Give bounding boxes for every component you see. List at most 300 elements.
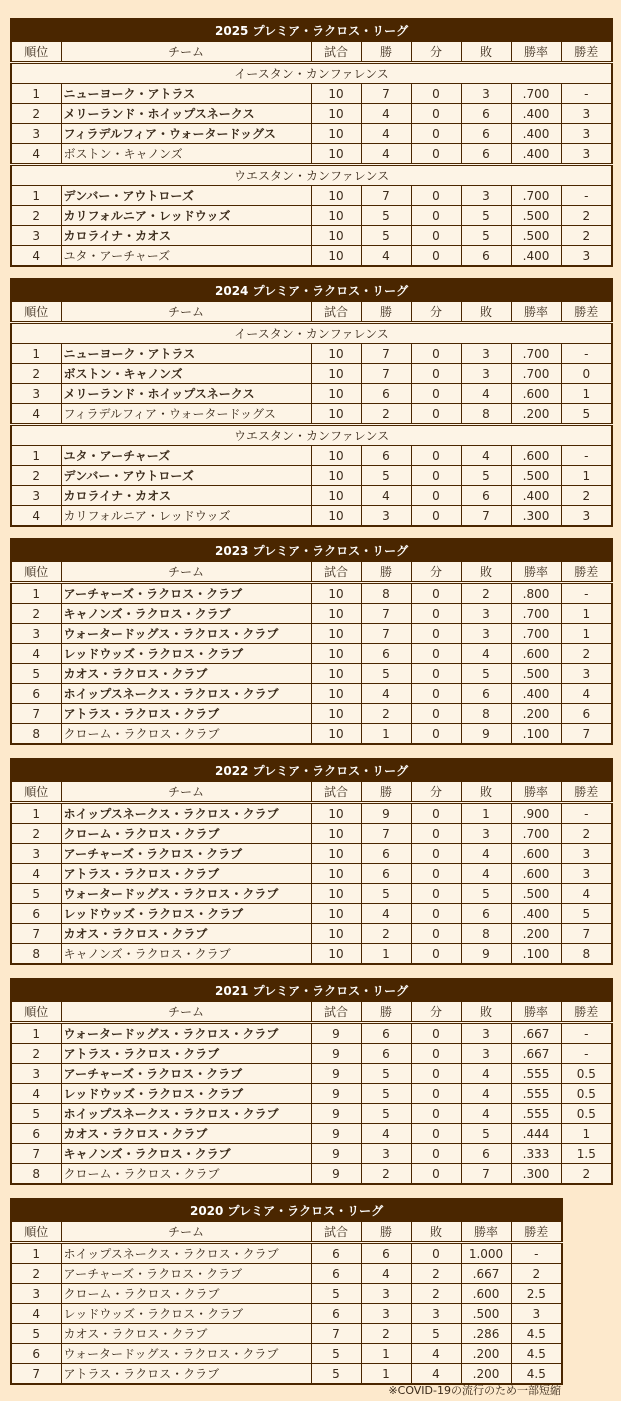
conference-header-row [11, 323, 612, 344]
cell-rank: 3 [11, 226, 61, 246]
cell-team: カリフォルニア・レッドウッズ [61, 506, 311, 527]
cell-gp: 10 [311, 604, 361, 624]
conference-name: ウエスタン・カンファレンス [11, 165, 612, 186]
cell-rank: 3 [11, 844, 61, 864]
cell-pct: .667 [461, 1264, 511, 1284]
cell-gb: 2 [561, 206, 612, 226]
cell-t: 0 [411, 344, 461, 364]
cell-gp: 6 [311, 1243, 361, 1264]
cell-rank: 2 [11, 104, 61, 124]
table-row [11, 364, 612, 384]
cell-gp: 10 [311, 364, 361, 384]
cell-gp: 6 [311, 1304, 361, 1324]
cell-team: ユタ・アーチャーズ [61, 246, 311, 267]
cell-t: 0 [411, 124, 461, 144]
cell-team: カオス・ラクロス・クラブ [61, 664, 311, 684]
cell-gp: 9 [311, 1144, 361, 1164]
column-header-w: 勝 [361, 302, 411, 323]
table-row [11, 1284, 562, 1304]
column-header-pct: 勝率 [511, 302, 561, 323]
cell-rank: 8 [11, 724, 61, 745]
cell-w: 6 [361, 1243, 411, 1264]
conference-name: イースタン・カンファレンス [11, 323, 612, 344]
cell-t: 0 [411, 1144, 461, 1164]
cell-gb: 2 [561, 226, 612, 246]
cell-gb: 2.5 [511, 1284, 562, 1304]
cell-w: 9 [361, 803, 411, 824]
cell-pct: .700 [511, 824, 561, 844]
cell-rank: 1 [11, 1023, 61, 1044]
cell-rank: 2 [11, 604, 61, 624]
cell-gp: 9 [311, 1124, 361, 1144]
cell-rank: 3 [11, 124, 61, 144]
cell-t: 0 [411, 364, 461, 384]
cell-gb: 3 [561, 246, 612, 267]
cell-gp: 10 [311, 724, 361, 745]
season-title: 2024 プレミア・ラクロス・リーグ [11, 279, 612, 302]
column-header-row [11, 782, 612, 803]
column-header-team: チーム [61, 1222, 311, 1243]
cell-gb: 7 [561, 924, 612, 944]
cell-gp: 10 [311, 944, 361, 965]
cell-t: 0 [411, 1084, 461, 1104]
cell-t: 0 [411, 1064, 461, 1084]
cell-l: 6 [461, 104, 511, 124]
cell-rank: 2 [11, 364, 61, 384]
cell-pct: .700 [511, 364, 561, 384]
cell-t: 0 [411, 404, 461, 425]
cell-gp: 9 [311, 1023, 361, 1044]
table-row [11, 1023, 612, 1044]
column-header-team: チーム [61, 782, 311, 803]
cell-gb: - [561, 1044, 612, 1064]
table-row [11, 1144, 612, 1164]
cell-team: ウォータードッグス・ラクロス・クラブ [61, 1023, 311, 1044]
cell-w: 6 [361, 446, 411, 466]
cell-gb: - [561, 344, 612, 364]
cell-pct: .444 [511, 1124, 561, 1144]
cell-rank: 3 [11, 1064, 61, 1084]
standings-table-2022 [10, 758, 613, 965]
cell-w: 6 [361, 644, 411, 664]
table-row [11, 506, 612, 527]
table-row [11, 904, 612, 924]
cell-team: カロライナ・カオス [61, 486, 311, 506]
column-header-gb: 勝差 [561, 1002, 612, 1023]
cell-t: 0 [411, 466, 461, 486]
column-header-gb: 勝差 [561, 782, 612, 803]
cell-gp: 10 [311, 104, 361, 124]
table-row [11, 384, 612, 404]
cell-pct: .600 [511, 446, 561, 466]
cell-gp: 10 [311, 466, 361, 486]
cell-rank: 1 [11, 84, 61, 104]
column-header-row [11, 1002, 612, 1023]
cell-pct: .667 [511, 1023, 561, 1044]
column-header-t: 分 [411, 42, 461, 63]
column-header-team: チーム [61, 302, 311, 323]
column-header-gb: 勝差 [511, 1222, 562, 1243]
cell-gb: 2 [561, 824, 612, 844]
cell-gp: 10 [311, 844, 361, 864]
conference-header-row [11, 63, 612, 84]
cell-l: 3 [461, 604, 511, 624]
cell-w: 4 [361, 904, 411, 924]
table-row [11, 824, 612, 844]
cell-l: 5 [411, 1324, 461, 1344]
column-header-pct: 勝率 [511, 782, 561, 803]
cell-gb: 3 [561, 144, 612, 165]
cell-gb: 4 [561, 684, 612, 704]
table-row [11, 944, 612, 965]
cell-t: 0 [411, 864, 461, 884]
cell-l: 4 [461, 864, 511, 884]
cell-team: ユタ・アーチャーズ [61, 446, 311, 466]
cell-gb: 3 [561, 864, 612, 884]
cell-gp: 5 [311, 1284, 361, 1304]
cell-gb: 1 [561, 604, 612, 624]
cell-rank: 2 [11, 1044, 61, 1064]
column-header-team: チーム [61, 42, 311, 63]
table-row [11, 664, 612, 684]
cell-pct: .555 [511, 1104, 561, 1124]
cell-rank: 6 [11, 904, 61, 924]
cell-team: アトラス・ラクロス・クラブ [61, 1364, 311, 1385]
cell-team: ホイップスネークス・ラクロス・クラブ [61, 684, 311, 704]
cell-gp: 10 [311, 144, 361, 165]
cell-team: レッドウッズ・ラクロス・クラブ [61, 1084, 311, 1104]
cell-rank: 4 [11, 1304, 61, 1324]
table-row [11, 486, 612, 506]
cell-l: 1 [461, 803, 511, 824]
cell-pct: .500 [511, 206, 561, 226]
cell-pct: .300 [511, 506, 561, 527]
cell-team: キャノンズ・ラクロス・クラブ [61, 944, 311, 965]
cell-pct: .400 [511, 486, 561, 506]
cell-gb: 0 [561, 364, 612, 384]
cell-l: 5 [461, 664, 511, 684]
cell-gp: 10 [311, 924, 361, 944]
cell-gp: 10 [311, 704, 361, 724]
cell-gp: 9 [311, 1104, 361, 1124]
season-title-row [11, 539, 612, 562]
cell-rank: 1 [11, 583, 61, 604]
cell-t: 0 [411, 944, 461, 965]
column-header-w: 勝 [361, 562, 411, 583]
cell-team: レッドウッズ・ラクロス・クラブ [61, 644, 311, 664]
cell-l: 4 [411, 1364, 461, 1385]
table-row [11, 884, 612, 904]
cell-gb: 0.5 [561, 1064, 612, 1084]
cell-gb: 3 [561, 124, 612, 144]
cell-rank: 2 [11, 466, 61, 486]
column-header-w: 勝 [361, 782, 411, 803]
cell-rank: 4 [11, 404, 61, 425]
cell-gp: 10 [311, 226, 361, 246]
cell-l: 3 [461, 84, 511, 104]
cell-t: 0 [411, 1124, 461, 1144]
cell-gb: 4 [561, 884, 612, 904]
cell-rank: 1 [11, 344, 61, 364]
cell-team: ボストン・キャノンズ [61, 144, 311, 165]
table-row [11, 624, 612, 644]
table-row [11, 1124, 612, 1144]
cell-team: ウォータードッグス・ラクロス・クラブ [61, 884, 311, 904]
cell-l: 4 [461, 644, 511, 664]
cell-pct: .500 [511, 664, 561, 684]
cell-w: 4 [361, 684, 411, 704]
cell-t: 0 [411, 904, 461, 924]
column-header-w: 勝 [361, 42, 411, 63]
cell-w: 1 [361, 1344, 411, 1364]
cell-team: クローム・ラクロス・クラブ [61, 1284, 311, 1304]
cell-w: 4 [361, 246, 411, 267]
season-title: 2021 プレミア・ラクロス・リーグ [11, 979, 612, 1002]
column-header-t: 分 [411, 562, 461, 583]
season-title-row [11, 1199, 562, 1222]
table-row [11, 1304, 562, 1324]
table-row [11, 803, 612, 824]
column-header-l: 敗 [411, 1222, 461, 1243]
cell-gb: 3 [561, 104, 612, 124]
table-row [11, 684, 612, 704]
cell-t: 0 [411, 1164, 461, 1185]
cell-w: 1 [361, 944, 411, 965]
cell-team: ニューヨーク・アトラス [61, 84, 311, 104]
table-row [11, 724, 612, 745]
cell-pct: .400 [511, 104, 561, 124]
cell-gb: - [561, 803, 612, 824]
cell-rank: 7 [11, 924, 61, 944]
cell-gp: 5 [311, 1344, 361, 1364]
cell-w: 4 [361, 144, 411, 165]
cell-team: フィラデルフィア・ウォータードッグス [61, 124, 311, 144]
cell-team: キャノンズ・ラクロス・クラブ [61, 1144, 311, 1164]
cell-l: 3 [461, 364, 511, 384]
cell-l: 3 [461, 1023, 511, 1044]
column-header-l: 敗 [461, 782, 511, 803]
column-header-gb: 勝差 [561, 42, 612, 63]
cell-gp: 9 [311, 1064, 361, 1084]
cell-t: 0 [411, 506, 461, 527]
cell-gb: 1 [561, 384, 612, 404]
cell-w: 5 [361, 1084, 411, 1104]
cell-gb: 1 [561, 1124, 612, 1144]
cell-t: 0 [411, 486, 461, 506]
cell-rank: 5 [11, 884, 61, 904]
cell-w: 7 [361, 186, 411, 206]
cell-gp: 10 [311, 884, 361, 904]
column-header-row [11, 302, 612, 323]
table-row [11, 104, 612, 124]
column-header-t: 分 [411, 302, 461, 323]
cell-gb: - [561, 84, 612, 104]
cell-pct: .100 [511, 944, 561, 965]
season-title: 2025 プレミア・ラクロス・リーグ [11, 19, 612, 42]
cell-pct: .400 [511, 246, 561, 267]
cell-rank: 4 [11, 506, 61, 527]
cell-rank: 3 [11, 624, 61, 644]
cell-team: アトラス・ラクロス・クラブ [61, 1044, 311, 1064]
cell-w: 3 [361, 506, 411, 527]
cell-t: 0 [411, 664, 461, 684]
cell-l: 4 [461, 384, 511, 404]
table-row [11, 1044, 612, 1064]
table-row [11, 206, 612, 226]
cell-w: 7 [361, 824, 411, 844]
cell-gp: 7 [311, 1324, 361, 1344]
cell-l: 6 [461, 684, 511, 704]
column-header-rank: 順位 [11, 562, 61, 583]
column-header-gb: 勝差 [561, 562, 612, 583]
season-title-row [11, 279, 612, 302]
cell-gb: - [561, 446, 612, 466]
cell-team: デンバー・アウトローズ [61, 466, 311, 486]
cell-team: ウォータードッグス・ラクロス・クラブ [61, 1344, 311, 1364]
table-row [11, 1264, 562, 1284]
cell-t: 0 [411, 884, 461, 904]
cell-l: 2 [411, 1264, 461, 1284]
cell-pct: 1.000 [461, 1243, 511, 1264]
cell-l: 5 [461, 226, 511, 246]
cell-l: 5 [461, 206, 511, 226]
column-header-w: 勝 [361, 1222, 411, 1243]
column-header-pct: 勝率 [461, 1222, 511, 1243]
cell-rank: 2 [11, 206, 61, 226]
cell-w: 2 [361, 704, 411, 724]
cell-team: ホイップスネークス・ラクロス・クラブ [61, 803, 311, 824]
cell-pct: .300 [511, 1164, 561, 1185]
cell-gb: 1 [561, 466, 612, 486]
table-row [11, 924, 612, 944]
season-title-row [11, 979, 612, 1002]
cell-l: 4 [461, 1084, 511, 1104]
table-row [11, 1084, 612, 1104]
cell-w: 6 [361, 864, 411, 884]
cell-pct: .667 [511, 1044, 561, 1064]
cell-gp: 10 [311, 384, 361, 404]
cell-pct: .800 [511, 583, 561, 604]
cell-w: 7 [361, 84, 411, 104]
cell-l: 8 [461, 404, 511, 425]
table-row [11, 466, 612, 486]
cell-l: 6 [461, 904, 511, 924]
cell-pct: .700 [511, 624, 561, 644]
cell-t: 0 [411, 144, 461, 165]
cell-gp: 10 [311, 84, 361, 104]
cell-l: 9 [461, 724, 511, 745]
cell-team: ホイップスネークス・ラクロス・クラブ [61, 1243, 311, 1264]
column-header-t: 分 [411, 1002, 461, 1023]
table-row [11, 186, 612, 206]
cell-w: 5 [361, 206, 411, 226]
cell-team: レッドウッズ・ラクロス・クラブ [61, 904, 311, 924]
cell-gp: 10 [311, 624, 361, 644]
cell-l: 8 [461, 924, 511, 944]
table-row [11, 1324, 562, 1344]
cell-pct: .600 [511, 844, 561, 864]
cell-gb: - [561, 1023, 612, 1044]
cell-pct: .600 [461, 1284, 511, 1304]
cell-pct: .600 [511, 384, 561, 404]
cell-team: フィラデルフィア・ウォータードッグス [61, 404, 311, 425]
cell-pct: .500 [461, 1304, 511, 1324]
cell-gb: 5 [561, 904, 612, 924]
cell-pct: .200 [461, 1364, 511, 1385]
cell-l: 4 [461, 844, 511, 864]
cell-l: 4 [461, 446, 511, 466]
cell-t: 0 [411, 206, 461, 226]
table-row [11, 604, 612, 624]
cell-w: 1 [361, 1364, 411, 1385]
conference-header-row [11, 425, 612, 446]
column-header-gp: 試合 [311, 562, 361, 583]
table-row [11, 844, 612, 864]
cell-w: 7 [361, 344, 411, 364]
cell-rank: 1 [11, 446, 61, 466]
conference-header-row [11, 165, 612, 186]
column-header-gp: 試合 [311, 42, 361, 63]
cell-l: 2 [461, 583, 511, 604]
column-header-row [11, 42, 612, 63]
table-row [11, 1104, 612, 1124]
cell-t: 0 [411, 803, 461, 824]
cell-pct: .555 [511, 1064, 561, 1084]
column-header-row [11, 562, 612, 583]
column-header-gp: 試合 [311, 1222, 361, 1243]
cell-l: 5 [461, 466, 511, 486]
cell-gb: 6 [561, 704, 612, 724]
cell-gb: 4.5 [511, 1344, 562, 1364]
table-row [11, 1243, 562, 1264]
cell-w: 4 [361, 104, 411, 124]
cell-l: 3 [411, 1304, 461, 1324]
cell-rank: 2 [11, 1264, 61, 1284]
cell-w: 5 [361, 1064, 411, 1084]
cell-team: アトラス・ラクロス・クラブ [61, 704, 311, 724]
table-row [11, 1344, 562, 1364]
cell-l: 0 [411, 1243, 461, 1264]
cell-gp: 10 [311, 186, 361, 206]
cell-rank: 4 [11, 144, 61, 165]
cell-w: 6 [361, 844, 411, 864]
cell-rank: 5 [11, 1324, 61, 1344]
cell-l: 3 [461, 624, 511, 644]
cell-pct: .200 [511, 924, 561, 944]
season-title: 2023 プレミア・ラクロス・リーグ [11, 539, 612, 562]
cell-gp: 10 [311, 684, 361, 704]
cell-team: カオス・ラクロス・クラブ [61, 924, 311, 944]
cell-pct: .400 [511, 144, 561, 165]
cell-t: 0 [411, 684, 461, 704]
table-row [11, 1064, 612, 1084]
cell-w: 5 [361, 466, 411, 486]
cell-l: 6 [461, 124, 511, 144]
cell-team: アーチャーズ・ラクロス・クラブ [61, 583, 311, 604]
cell-w: 4 [361, 1124, 411, 1144]
cell-w: 3 [361, 1144, 411, 1164]
cell-gp: 10 [311, 446, 361, 466]
column-header-team: チーム [61, 1002, 311, 1023]
table-row [11, 1164, 612, 1185]
cell-l: 6 [461, 1144, 511, 1164]
column-header-rank: 順位 [11, 782, 61, 803]
cell-rank: 6 [11, 684, 61, 704]
cell-rank: 6 [11, 1344, 61, 1364]
cell-w: 7 [361, 604, 411, 624]
cell-team: キャノンズ・ラクロス・クラブ [61, 604, 311, 624]
cell-team: メリーランド・ホイップスネークス [61, 384, 311, 404]
